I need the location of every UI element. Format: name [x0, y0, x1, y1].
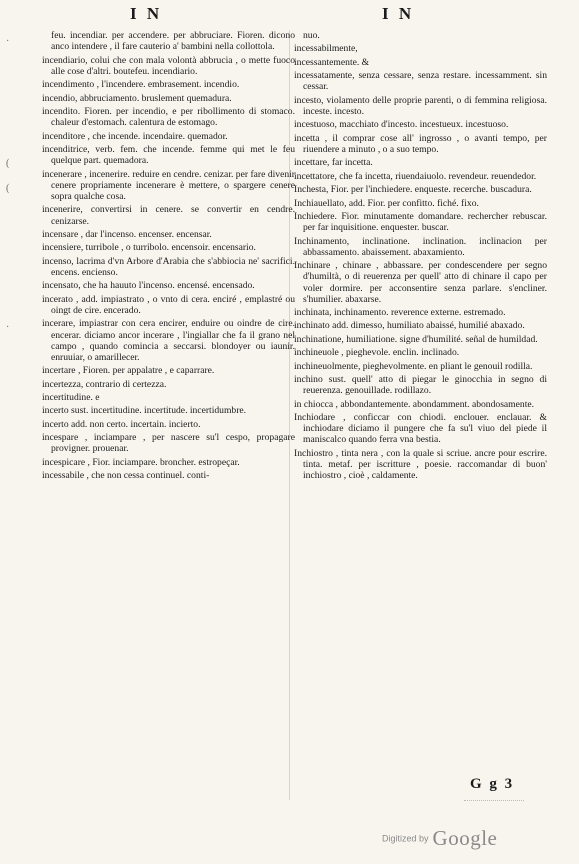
dictionary-entry: Inchiauellato, add. Fior. per confitto. fiché. fixo. — [294, 197, 479, 209]
dictionary-entry: incenso, lacrima d'vn Arbore d'Arabia che s'abbiocia ne' sacrifici. encens. encienso. — [42, 255, 295, 278]
gutter-mark: ( — [6, 183, 10, 194]
dictionary-entry: Inchiedere. Fior. minutamente domandare. rechercher rebuscar. per far inquisitione. enquester. buscar. — [294, 210, 547, 234]
dictionary-entry: Inchinamento, inclinatione. inclination. inclinacion per abbassamento. abaissement. abaxamiento. — [294, 235, 547, 258]
dictionary-entry: inchinato add. dimesso, humiliato abaissé, humilié abaxado. — [294, 320, 525, 332]
watermark-prefix: Digitized by — [382, 833, 429, 844]
digitized-watermark — [382, 826, 497, 851]
dictionary-entry: inchineuole , pieghevole. enclin. inclinado. — [294, 347, 460, 359]
printing-blemish — [464, 800, 524, 801]
dictionary-entry: incestuoso, macchiato d'incesto. incestueux. incestuoso. — [294, 119, 509, 131]
running-head-right: I N — [382, 4, 415, 23]
dictionary-entry: incespicare , Fior. inciampare. broncher. estropeçar. — [42, 456, 240, 468]
dictionary-entry: Inchesta, Fior. per l'inchiedere. enqueste. recerche. buscadura. — [294, 184, 532, 196]
dictionary-entry: incettatore, che fa incetta, riuendaiuolo. revendeur. reuendedor. — [294, 170, 537, 182]
dictionary-entry: incendiario, colui che con mala volontà abbrucia , o mette fuoco alle cose d'altri. boutefeu. incendiario. — [42, 54, 295, 77]
dictionary-entry: incerto sust. incertitudine. incertitude. incertidumbre. — [42, 405, 247, 417]
dictionary-entry: incessabilmente, — [294, 43, 358, 55]
running-head-left: I N — [130, 4, 163, 23]
dictionary-entry: incessabile , che non cessa continuel. conti- — [42, 470, 210, 482]
dictionary-entry: inchinata, inchinamento. reverence externe. estremado. — [294, 307, 506, 319]
dictionary-column-left — [42, 30, 295, 484]
dictionary-entry: Inchiostro , tinta nera , con la quale si scriue. ancre pour escrire. tinta. metaf. per iscritture , poesie. raccomandar di buon' inchiostro , cioè , caldamente. — [294, 447, 547, 482]
dictionary-entry: in chiocca , abbondantemente. abondamment. abondosamente. — [294, 398, 535, 410]
dictionary-entry: incenditrice, verb. fem. che incende. femme qui met le feu quelque part. quemadora. — [42, 143, 295, 167]
gutter-mark: · — [6, 36, 10, 47]
dictionary-entry: Inchiodare , conficcar con chiodi. enclouer. enclauar. & inchiodare diciamo il pungere che fa su'l viuo del piede il maniscalco quando ferra vna bestia. — [294, 412, 547, 446]
dictionary-entry: incesto, violamento delle proprie parenti, o di femmina religiosa. inceste. incesto. — [294, 94, 547, 117]
dictionary-entry: incertare , Fioren. per appalatre , e caparrare. — [42, 365, 215, 377]
dictionary-entry: inchino sust. quell' atto di piegar le ginocchia in segno di reuerenza. genouillade. rodillazo. — [294, 374, 547, 397]
dictionary-entry: incenditore , che incende. incendaire. quemador. — [42, 130, 228, 142]
watermark-brand: Google — [432, 826, 498, 850]
dictionary-entry: incerato , add. impiastrato , o vnto di cera. enciré , emplastré ou oingt de cire. encerado. — [42, 293, 295, 316]
dictionary-entry: incensare , dar l'incenso. encenser. encensar. — [42, 228, 212, 240]
dictionary-entry: incendito. Fioren. per incendio, e per ribollimento di stomaco. chaleur d'estomach. calentura de estomago. — [42, 105, 295, 129]
dictionary-entry: incensiere, turribole , o turribolo. encensoir. encensario. — [42, 242, 256, 254]
signature-mark: G g 3 — [470, 776, 515, 792]
dictionary-entry: incerare, impiastrar con cera encirer, enduire ou oindre de cire. encerar. diciamo ancor incerare , l'ingiallar che fa il grano nel campo , quando comincia a seccarsi. blondoyer ou iaunir. enruuiar, o amarillecer. — [42, 318, 295, 363]
dictionary-entry: inchineuolmente, pieghevolmente. en pliant le genouil rodilla. — [294, 360, 533, 372]
dictionary-entry: incettare, far incetta. — [294, 157, 373, 169]
dictionary-entry: incendio, abbruciamento. bruslement quemadura. — [42, 92, 232, 104]
dictionary-entry: incessatamente, senza cessare, senza restare. incessamment. sin cessar. — [294, 70, 547, 93]
dictionary-entry: inchinatione, humiliatione. signe d'humilité. señal de humildad. — [294, 333, 538, 345]
gutter-mark: · — [6, 322, 10, 333]
dictionary-entry: incetta , il comprar cose all' ingrosso , o avanti tempo, per riuendere a minuto , o a suo tempo. — [294, 132, 547, 155]
dictionary-entry: incenerire, convertirsi in cenere. se convertir en cendre. cenizarse. — [42, 204, 295, 227]
dictionary-entry: nuo. — [303, 30, 320, 41]
gutter-mark: ( — [6, 158, 10, 169]
dictionary-entry: incertezza, contrario di certezza. — [42, 378, 167, 390]
dictionary-entry: incertitudine. e — [42, 392, 100, 404]
dictionary-entry: incensato, che ha hauuto l'incenso. encensé. encensado. — [42, 280, 255, 292]
dictionary-entry: incendimento , l'incendere. embrasement. incendio. — [42, 79, 240, 91]
dictionary-entry: incerto add. non certo. incertain. incierto. — [42, 418, 201, 430]
dictionary-entry: feu. incendiar. per accendere. per abbruciare. Fioren. dicono anco intendere , il fare cauterio a' bambini nella collottola. — [51, 30, 295, 53]
dictionary-entry: Inchinare , chinare , abbassare. per condescendere per segno d'humiltà, o di reuerenza per quell' atto di chinare il capo per voler dormire. per acconsentire senza parlare. s'encliner. s'humilier. abaxarse. — [294, 260, 547, 305]
dictionary-column-right — [294, 30, 547, 484]
dictionary-entry: incessantemente. & — [294, 56, 370, 68]
dictionary-entry: incenerare , incenerire. reduire en cendre. cenizar. per fare divenir cenere propriamente incenerare è mettere, o spargere cenere sopra qualche cosa. — [42, 168, 295, 202]
dictionary-entry: incespare , inciampare , per nascere su'l cespo, propagare provigner. prouenar. — [42, 432, 295, 455]
